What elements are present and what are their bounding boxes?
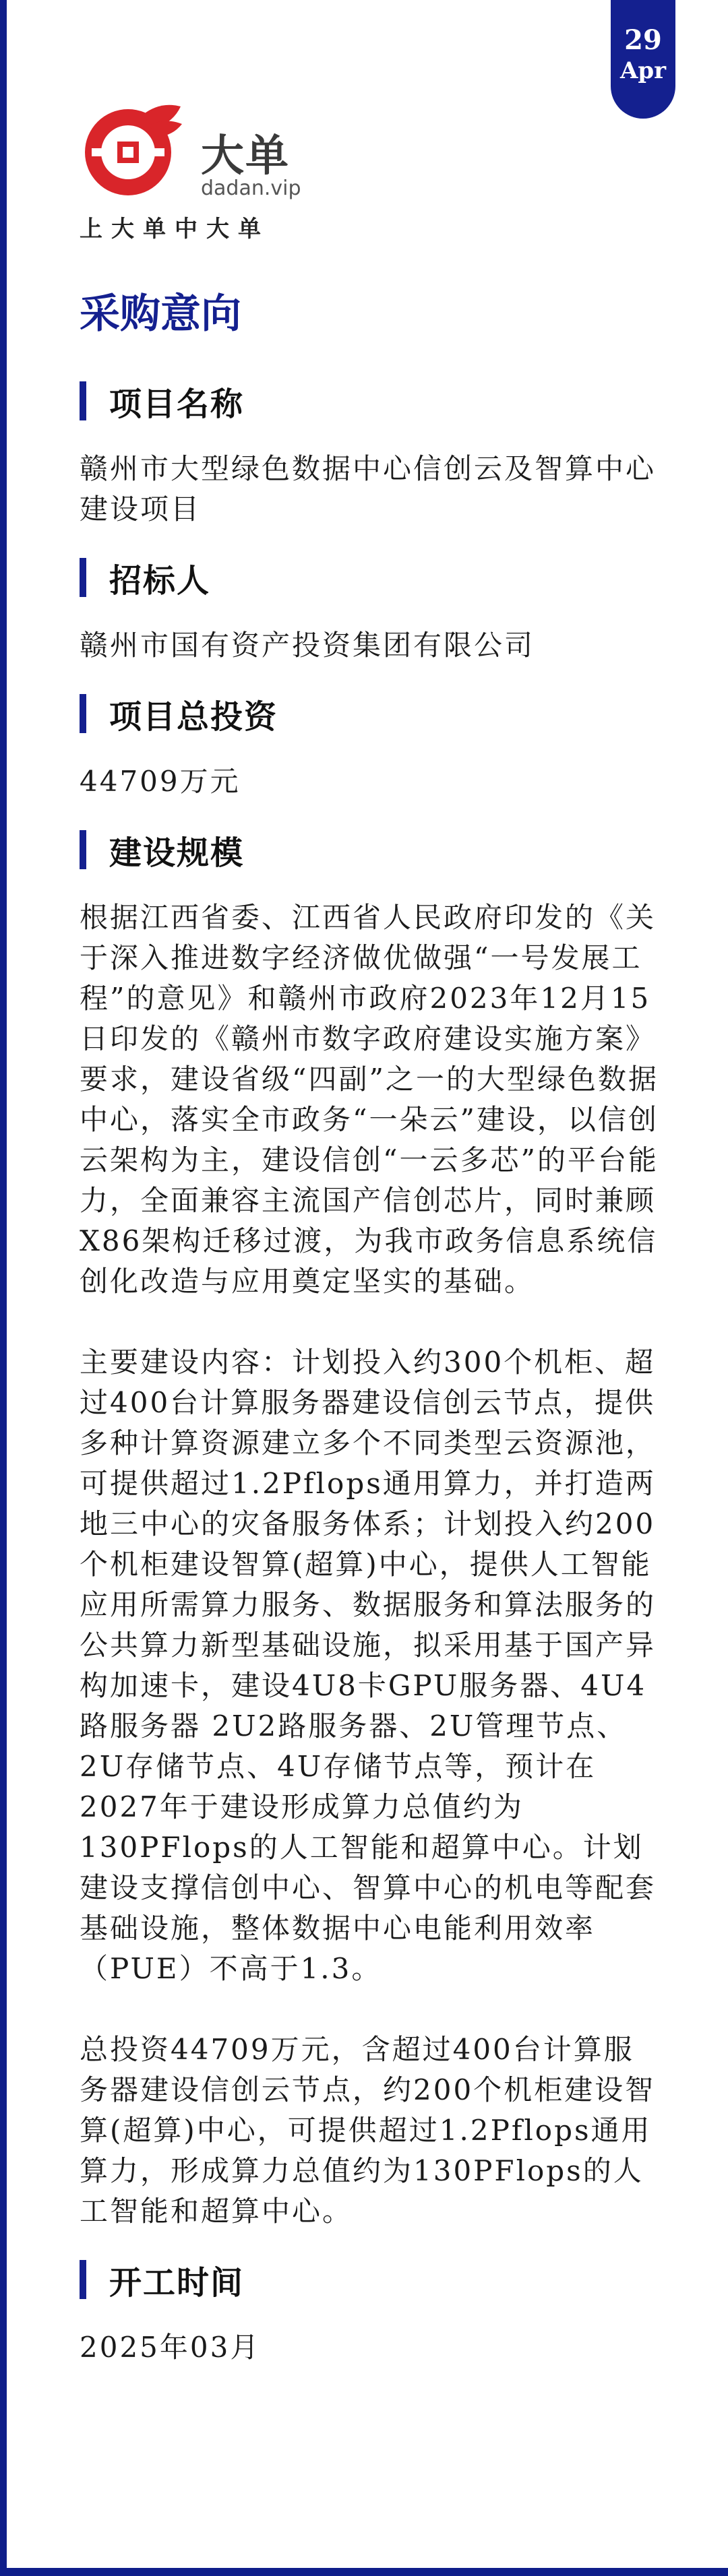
brand-url: dadan.vip bbox=[201, 177, 301, 200]
section-body bbox=[80, 425, 659, 554]
section-header bbox=[80, 2256, 659, 2303]
section-marker bbox=[80, 381, 86, 420]
section-marker bbox=[80, 830, 86, 869]
section-paragraph: 主要建设内容：计划投入约300个机柜、超过400台计算服务器建设信创云节点，提供多种计算资源建立多个不同类型云资源池，可提供超过1.2Pflops通用算力，并打造两地三中心的灾备服务体系；计划投入约200个机柜建设智算(超算)中心，提供人工智能应用所需算力服务、数据服务和算法服务的公共算力新型基础设施，拟采用基于国产异构加速卡，建设4U8卡GPU服务器、4U4路服务器 2U2路服务器、2U管理节点、2U存储节点、4U存储节点等，预计在2027年于建设形成算力总值约为130PFlops的人工智能和超算中心。计划建设支撑信创中心、智算中心的机电等配套基础设施，整体数据中心电能利用效率（PUE）不高于1.3。 bbox=[80, 1346, 657, 1985]
section-paragraph: 44709万元 bbox=[80, 765, 241, 798]
section-header bbox=[80, 826, 659, 873]
section-header bbox=[80, 377, 659, 425]
logo-emblem-icon bbox=[80, 94, 187, 202]
date-month: Apr bbox=[619, 57, 667, 84]
brand-logo bbox=[80, 94, 336, 243]
section-title: 开工时间 bbox=[109, 2263, 245, 2302]
date-day: 29 bbox=[624, 24, 662, 56]
brand-name: 大单 bbox=[201, 131, 290, 181]
section-title: 项目总投资 bbox=[109, 697, 278, 736]
section-construction-scale bbox=[80, 826, 659, 2256]
paragraph-gap bbox=[80, 1989, 659, 2030]
section-paragraph: 2025年03月 bbox=[80, 2331, 261, 2364]
section-body bbox=[80, 737, 659, 826]
section-paragraph: 根据江西省委、江西省人民政府印发的《关于深入推进数字经济做优做强“一号发展工程”的意见》和赣州市政府2023年12月15日印发的《赣州市数字政府建设实施方案》要求，建设省级“四副”之一的大型绿色数据中心，落实全市政务“一朵云”建设，以信创云架构为主，建设信创“一云多芯”的平台能力，全面兼容主流国产信创芯片，同时兼顾X86架构迁移过渡，为我市政务信息系统信创化改造与应用奠定坚实的基础。 bbox=[80, 901, 659, 1298]
date-badge bbox=[611, 0, 675, 119]
page-title: 采购意向 bbox=[80, 290, 241, 338]
section-title: 项目名称 bbox=[109, 385, 245, 423]
section-header bbox=[80, 690, 659, 737]
section-paragraph: 赣州市国有资产投资集团有限公司 bbox=[80, 629, 535, 662]
brand-slogan: 上大单中大单 bbox=[80, 216, 270, 243]
section-marker bbox=[80, 558, 86, 597]
section-body bbox=[80, 2303, 659, 2392]
paragraph-gap bbox=[80, 1302, 659, 1342]
content-area bbox=[80, 377, 659, 2392]
section-marker bbox=[80, 694, 86, 733]
bottom-accent-bar bbox=[0, 2568, 728, 2576]
section-title: 招标人 bbox=[109, 561, 211, 600]
section-body bbox=[80, 601, 659, 690]
section-header bbox=[80, 554, 659, 601]
section-total-investment bbox=[80, 690, 659, 826]
section-marker bbox=[80, 2260, 86, 2299]
section-title: 建设规模 bbox=[109, 834, 245, 872]
section-tenderer bbox=[80, 554, 659, 690]
section-paragraph: 总投资44709万元，含超过400台计算服务器建设信创云节点，约200个机柜建设智算(超算)中心，可提供超过1.2Pflops通用算力，形成算力总值约为130PFlops的人工智能和超算中心。 bbox=[80, 2033, 656, 2228]
section-body bbox=[80, 873, 659, 2256]
left-accent-bar bbox=[0, 0, 7, 2576]
section-start-time bbox=[80, 2256, 659, 2392]
section-project-name bbox=[80, 377, 659, 554]
section-paragraph: 赣州市大型绿色数据中心信创云及智算中心建设项目 bbox=[80, 452, 657, 526]
